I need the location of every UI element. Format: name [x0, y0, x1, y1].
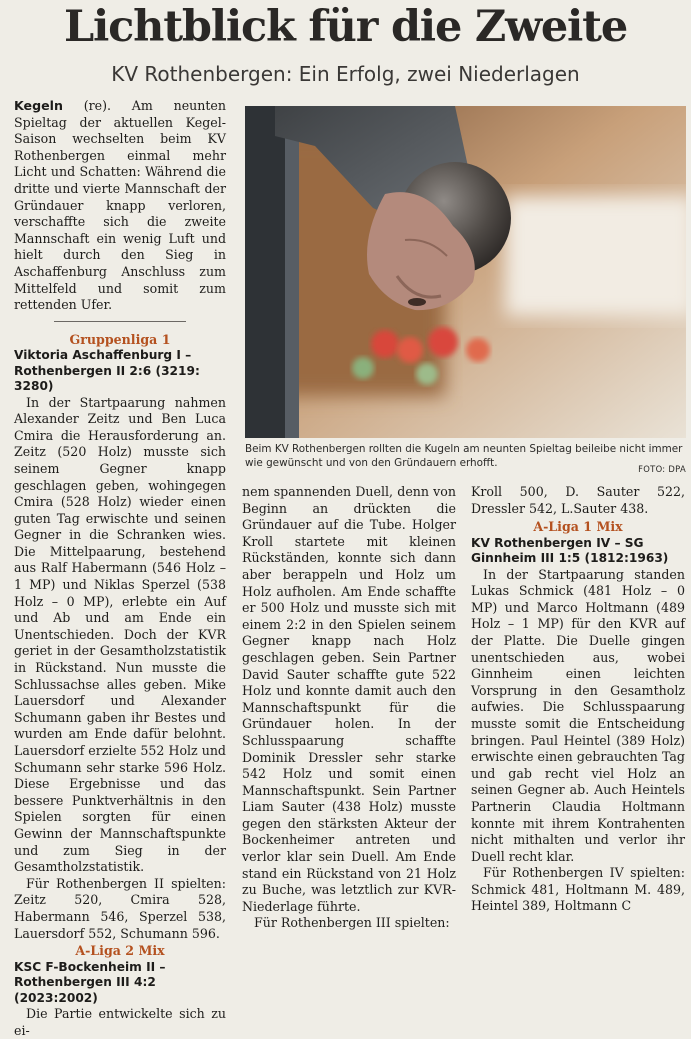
league-heading-gruppenliga: Gruppenliga 1	[69, 331, 171, 347]
lineup-2: Kroll 500, D. Sauter 522, Dressler 542, L.Sauter 438.	[471, 484, 685, 516]
match-report-3: In der Startpaarung standen Lukas Schmick (481 Holz – 0 MP) und Marco Holtmann (489 Holz – 1 MP) für den KVR auf der Platte. Die Duelle gingen unentschieden aus, wobei Ginnheim einen leichten Vorsprung in den Gesamtholz aufwies. Die Schlusspaarung musste somit die Entscheidung bringen. Paul Heintel (389 Holz) erwischte einen gebrauchten Tag und gab recht viel Holz an seinen Gegner ab. Auch Heintels Partnerin Claudia Holtmann konnte mit ihrem Kontrahenten nicht mithalten und verlor ihr Duell recht klar.	[471, 566, 685, 864]
match-report-2-start: Die Partie entwickelte sich zu ei-	[14, 1005, 226, 1038]
match-report-1: In der Startpaarung nahmen Alexander Zeitz und Ben Luca Cmira die Herausforderung an. Zeitz (520 Holz) musste sich seinem Gegner knapp geschlagen geben, wohingegen Cmira (528 Holz) wieder einen guten Tag erwischte und seinen Gegner in die Schranken wies. Die Mittelpaarung, bestehend aus Ralf Habermann (546 Holz – 1 MP) und Niklas Sperzel (538 Holz – 0 MP), erlebte ein Auf und Ab und am Ende ein Unentschieden. Doch der KVR geriet in der Gesamtholzstatistik in Rückstand. Nun musste die Schlussachse alles geben. Mike Lauersdorf und Alexander Schumann gaben ihr Bestes und wurden am Ende dafür belohnt. Lauersdorf erzielte 552 Holz und Schumann sehr starke 596 Holz. Diese Ergebnisse und das bessere Punktverhältnis in den Spielen sorgten für einen Gewinn der Mannschaftspunkte und zum Sieg in der Gesamtholzstatistik.	[14, 394, 226, 875]
match-heading-1: Viktoria Aschaffenburg I – Rothenbergen II 2:6 (3219: 3280)	[14, 348, 200, 394]
divider	[54, 321, 186, 322]
league-heading-aliga1: A-Liga 1 Mix	[533, 519, 623, 535]
lineup-1: Für Rothenbergen II spielten: Zeitz 520, Cmira 528, Habermann 546, Sperzel 538, Lauersdorf 552, Schumann 596.	[14, 875, 226, 941]
lead-label: Kegeln	[14, 98, 63, 113]
lead-text: (re). Am neunten Spieltag der aktuellen Kegel-Saison wechselten beim KV Rothenbergen einmal mehr Licht und Schatten: Während die dritte und vierte Mannschaft der Gründauer knapp verloren, verschaffte sich die zweite Mannschaft ein wenig Luft und hielt durch den Sieg in Aschaffenburg Anschluss zum Mittelfeld und somit zum rettenden Ufer.	[14, 98, 226, 313]
match-heading-2: KSC F-Bockenheim II – Rothenbergen III 4:2 (2023:2002)	[14, 959, 166, 1005]
subheadline: KV Rothenbergen: Ein Erfolg, zwei Niederlagen	[111, 62, 580, 86]
lineup-2-heading: Für Rothenbergen III spielten:	[254, 915, 450, 931]
column-3	[471, 484, 685, 915]
photo-caption: Beim KV Rothenbergen rollten die Kugeln am neunten Spieltag beileibe nicht immer wie gewünscht und von den Gründauern erhofft.	[245, 443, 683, 469]
lead-paragraph	[14, 98, 226, 314]
match-heading-3: KV Rothenbergen IV – SG Ginnheim III 1:5 (1812:1963)	[471, 535, 669, 566]
headline: Lichtblick für die Zweite	[64, 2, 627, 52]
column-2	[242, 484, 456, 932]
column-1	[14, 98, 226, 1039]
photo-credit: FOTO: DPA	[638, 464, 686, 474]
bowling-photo	[245, 106, 686, 438]
league-heading-aliga2: A-Liga 2 Mix	[75, 943, 165, 959]
bowling-photo-image	[245, 106, 686, 438]
match-report-2: nem spannenden Duell, denn von Beginn an drückten die Gründauer auf die Tube. Holger Kroll startete mit kleinen Rückständen, konnte sich dann aber berappeln und Holz um Holz aufholen. Am Ende schaffte er 500 Holz und musste sich mit einem 2:2 in den Spielen seinem Gegner knapp nach Holz geschlagen geben. Sein Partner David Sauter schaffte gute 522 Holz und konnte damit auch den Mannschaftspunkt für die Gründauer holen. In der Schlusspaarung schaffte Dominik Dressler sehr starke 542 Holz und somit einen Mannschaftspunkt. Sein Partner Liam Sauter (438 Holz) musste gegen den stärksten Akteur der Bockenheimer antreten und verlor klar sein Duell. Am Ende stand ein Rückstand von 21 Holz zu Buche, was letztlich zur KVR-Niederlage führte.	[242, 484, 456, 914]
lineup-3: Für Rothenbergen IV spielten: Schmick 481, Holtmann M. 489, Heintel 389, Holtmann C	[471, 865, 685, 914]
